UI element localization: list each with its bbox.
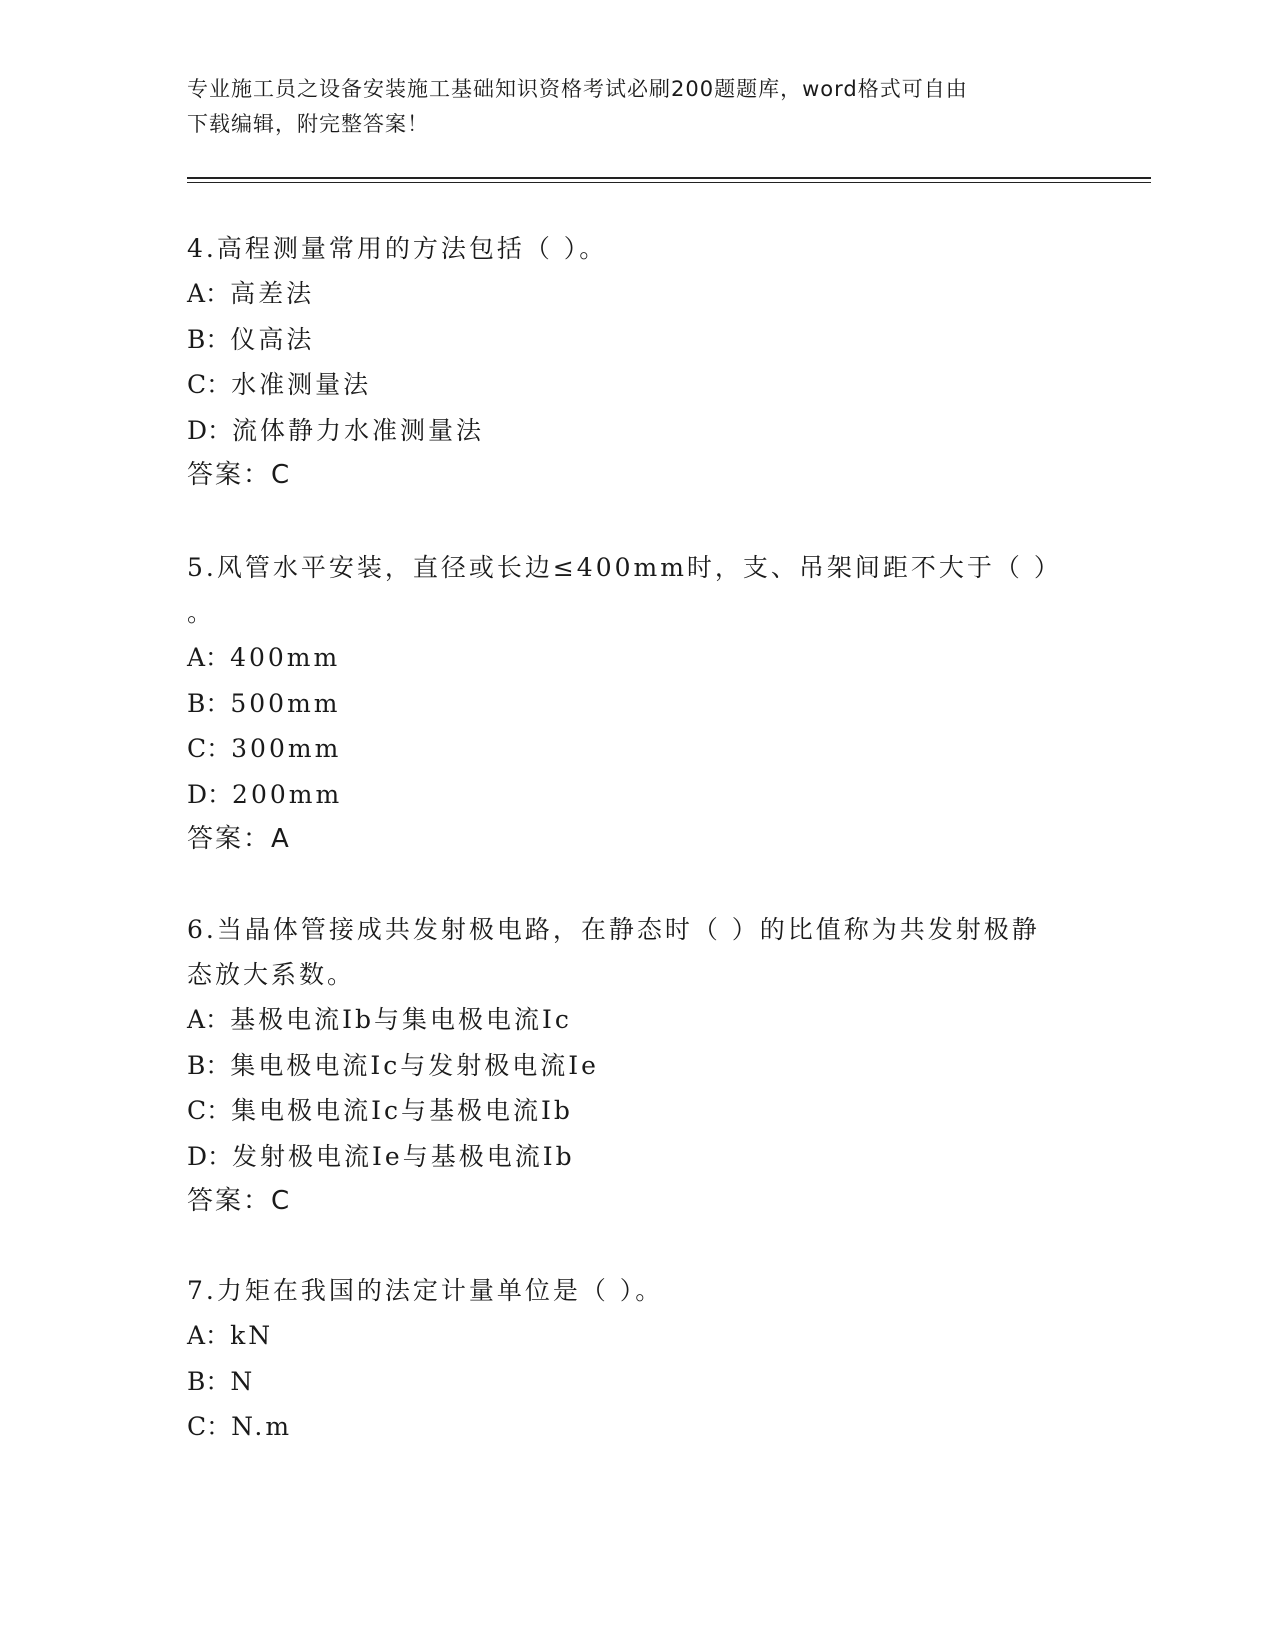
option-c: [187, 1404, 1087, 1450]
question-stem: 5.风管水平安装，直径或长边≤400mm时，支、吊架间距不大于（ ）: [187, 553, 1062, 582]
option-d: [187, 1134, 1087, 1180]
option-text: 集电极电流Ic与基极电流Ib: [231, 1096, 573, 1125]
option-b: [187, 317, 1087, 363]
header-divider-thin: [187, 182, 1151, 183]
header-line-1: 专业施工员之设备安装施工基础知识资格考试必刷200题题库，word格式可自由: [187, 77, 968, 101]
option-label: B：: [187, 1050, 231, 1080]
option-text: 400mm: [230, 643, 341, 672]
option-c: [187, 726, 1087, 772]
option-text: 发射极电流Ie与基极电流Ib: [232, 1141, 575, 1171]
option-a: [187, 271, 1087, 317]
option-c: [187, 1088, 1087, 1134]
option-label: C：: [187, 1412, 232, 1441]
option-text: kN: [230, 1321, 274, 1350]
option-label: B：: [187, 324, 231, 354]
option-d: [187, 772, 1087, 818]
option-b: [187, 681, 1087, 727]
option-text: 200mm: [232, 779, 343, 809]
option-label: A：: [187, 1005, 231, 1034]
question-stem: 7.力矩在我国的法定计量单位是（ ）。: [187, 1276, 664, 1305]
header-divider-thick: [187, 177, 1151, 179]
option-label: D：: [187, 779, 233, 809]
option-text: 基极电流Ib与集电极电流Ic: [230, 1005, 572, 1034]
option-label: A：: [187, 279, 231, 308]
option-label: B：: [187, 688, 231, 718]
question-5: [187, 545, 1087, 862]
option-text: 集电极电流Ic与发射极电流Ie: [230, 1050, 599, 1080]
option-d: [187, 408, 1087, 454]
option-text: 仪高法: [230, 324, 315, 354]
question-stem-continued: 。: [187, 598, 216, 627]
option-text: 高差法: [230, 279, 315, 308]
option-text: 流体静力水准测量法: [232, 415, 485, 445]
question-6: [187, 907, 1087, 1224]
option-label: A：: [187, 1321, 231, 1350]
option-a: [187, 1313, 1087, 1359]
option-label: C：: [187, 370, 232, 399]
option-text: 水准测量法: [231, 370, 372, 399]
option-a: [187, 997, 1087, 1043]
option-label: C：: [187, 1096, 232, 1125]
option-text: N.m: [231, 1412, 293, 1441]
option-label: D：: [187, 1141, 233, 1171]
question-stem: 4.高程测量常用的方法包括（ ）。: [187, 234, 608, 263]
answer-line: 答案：C: [187, 1186, 292, 1216]
header-line-2: 下载编辑，附完整答案！: [187, 112, 429, 136]
option-b: [187, 1043, 1087, 1089]
question-stem: 6.当晶体管接成共发射极电路，在静态时（ ）的比值称为共发射极静: [187, 915, 1040, 944]
option-b: [187, 1359, 1087, 1405]
answer-line: 答案：A: [187, 824, 291, 854]
question-stem-continued: 态放大系数。: [187, 960, 356, 989]
option-label: A：: [187, 643, 231, 672]
option-a: [187, 635, 1087, 681]
option-text: N: [230, 1366, 256, 1396]
option-label: C：: [187, 734, 232, 763]
option-text: 500mm: [230, 688, 341, 718]
option-c: [187, 362, 1087, 408]
question-7: [187, 1268, 1087, 1450]
document-header: [187, 72, 1087, 142]
option-label: B：: [187, 1366, 231, 1396]
option-text: 300mm: [231, 734, 342, 763]
answer-line: 答案：C: [187, 460, 292, 490]
question-4: [187, 226, 1087, 498]
option-label: D：: [187, 415, 233, 445]
